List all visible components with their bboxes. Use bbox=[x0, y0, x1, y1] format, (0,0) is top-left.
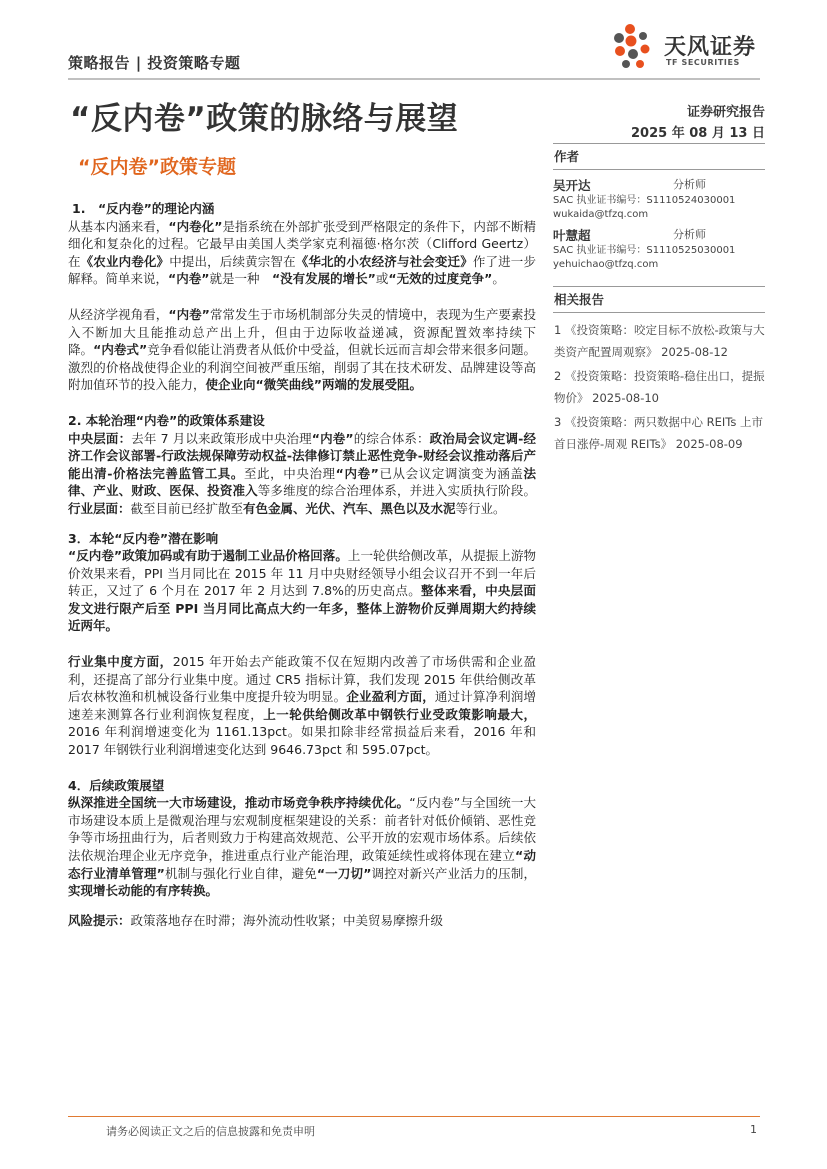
text-run: 截至目前已经扩散至 bbox=[130, 500, 244, 516]
text-run: 2015 年开始去产能政策不仅在短期内改善了市场供需和企业盈利，还提高了部分行业集中度。通过 CR5 指标计算，我们发现 2015 年供给侧改革后农林牧渔和机械设备行业集中度提升较为明显。 bbox=[68, 654, 536, 705]
bold-text-run: “内卷式” bbox=[93, 342, 148, 358]
bold-text-run: 行业集中度方面， bbox=[68, 654, 173, 670]
author-block bbox=[553, 176, 765, 222]
bold-text-run: 上一轮供给侧改革中钢铁行业受政策影响最大， bbox=[263, 706, 536, 722]
bold-text-run: “一刀切” bbox=[316, 865, 372, 881]
text-run: 常常发生于市场机制部分失灵的情境中，表现为生产要素投入不断加大且能推动总产出上升，但由于边际收益递减，资源配置效率持续下降。 bbox=[68, 306, 536, 358]
bold-text-run: “内卷” bbox=[168, 306, 210, 322]
text-run: 作了进一步解释。简单来说， bbox=[68, 253, 536, 287]
bold-text-run: 风险提示： bbox=[68, 912, 131, 928]
paragraph bbox=[68, 306, 536, 394]
bold-text-run: 《华北的小农经济与社会变迁》 bbox=[295, 253, 473, 269]
bold-text-run: “无效的过度竞争” bbox=[388, 271, 493, 287]
author-name: 叶慧超 bbox=[553, 228, 591, 243]
text-run: 去年 7 月以来政策形成中央治理 bbox=[131, 430, 312, 446]
text-run: 至此，中央治理 bbox=[243, 465, 336, 481]
bold-text-run: 实现增长动能的有序转换。 bbox=[68, 883, 219, 899]
text-run: 机制与强化行业自律，避免 bbox=[164, 865, 317, 881]
sidebar bbox=[553, 143, 765, 455]
logo-dots-icon bbox=[610, 22, 658, 70]
author-role: 分析师 bbox=[673, 228, 706, 241]
text-run: 调控对新兴产业活力的压制， bbox=[371, 865, 536, 881]
paragraph bbox=[68, 547, 536, 635]
page-number: 1 bbox=[750, 1123, 757, 1136]
text-run: 2016 年利润增速变化为 1161.13pct。如果扣除非经常损益后来看，2016 年和 2017 年钢铁行业利润增速变化达到 9646.73pct 和 595.07pct。 bbox=[68, 724, 536, 758]
author-email[interactable]: wukaida@tfzq.com bbox=[553, 209, 649, 220]
text-run: 已从会议定调演变为涵盖 bbox=[378, 465, 524, 481]
author-role: 分析师 bbox=[673, 178, 706, 191]
text-run: 等多维度的综合治理体系，并进入实质执行阶段。 bbox=[257, 483, 536, 499]
text-run: 从基本内涵来看， bbox=[68, 218, 169, 234]
bold-text-run: 使企业向“微笑曲线”两端的发展受阻。 bbox=[205, 377, 422, 393]
page-title: “反内卷”政策的脉络与展望 bbox=[70, 101, 459, 137]
bold-text-run: 中央层面： bbox=[68, 430, 132, 446]
bold-text-run: 行业层面： bbox=[68, 500, 131, 516]
report-type: 证券研究报告 bbox=[686, 105, 765, 120]
text-run: 。 bbox=[492, 271, 505, 287]
text-run: “反内卷”与全国统一大市场建设本质上是微观治理与宏观制度框架建设的关系：前者针对低价倾销、恶性竞争等市场扭曲行为，后者则致力于构建高效规范、公平开放的宏观市场体系。后续依法依规治理企业无序竞争，推进重点行业产能治理，政策延续性或将体现在建立 bbox=[68, 795, 536, 863]
text-run: 通过计算净利润增速差来测算各行业利润恢复程度， bbox=[68, 689, 536, 722]
author-sac: SAC 执业证书编号：S1110524030001 bbox=[553, 195, 736, 206]
related-reports-heading: 相关报告 bbox=[554, 292, 605, 307]
footer-divider bbox=[68, 1116, 760, 1117]
bold-text-run: 有色金属、光伏、汽车、黑色以及水泥 bbox=[243, 500, 456, 516]
bold-text-run: “内卷” bbox=[335, 465, 379, 481]
logo-text-cn: 天风证券 bbox=[664, 35, 757, 60]
text-run: 或 bbox=[375, 271, 389, 287]
related-report-item[interactable]: 1 《投资策略：咬定目标不放松-政策与大类资产配置周观察》 2025-08-12 bbox=[554, 323, 765, 359]
text-run: 从经济学视角看， bbox=[68, 306, 169, 322]
paragraph bbox=[68, 794, 536, 900]
author-block bbox=[553, 226, 765, 272]
sidebar-divider bbox=[553, 169, 765, 170]
author-email[interactable]: yehuichao@tfzq.com bbox=[553, 259, 659, 270]
page-subtitle: “反内卷”政策专题 bbox=[78, 156, 236, 178]
footer-disclaimer: 请务必阅读正文之后的信息披露和免责申明 bbox=[106, 1125, 315, 1138]
main-content bbox=[68, 200, 536, 929]
text-run: 中提出，后续黄宗智在 bbox=[169, 253, 296, 269]
bold-text-run: 纵深推进全国统一大市场建设，推动市场竞争秩序持续优化。 bbox=[68, 795, 410, 811]
header-divider bbox=[68, 78, 760, 80]
bold-text-run: “没有发展的增长” bbox=[271, 271, 376, 287]
risk-warning bbox=[68, 912, 536, 930]
bold-text-run: “内卷化” bbox=[168, 218, 223, 234]
bold-text-run: “内卷” bbox=[311, 430, 354, 446]
text-run: 就是一种 bbox=[209, 271, 272, 287]
section-heading: 4．后续政策展望 bbox=[68, 777, 165, 793]
section-heading: 3．本轮“反内卷”潜在影响 bbox=[68, 530, 219, 546]
related-report-item[interactable]: 3 《投资策略：两只数据中心 REITs 上市首日涨停-周观 REITs》 2025-08-09 bbox=[554, 415, 764, 451]
bold-text-run: 企业盈利方面， bbox=[346, 689, 435, 705]
report-date: 2025 年 08 月 13 日 bbox=[631, 126, 765, 141]
bold-text-run: “内卷” bbox=[168, 271, 210, 287]
sidebar-divider bbox=[553, 312, 765, 313]
section-heading: 2. 本轮治理“内卷”的政策体系建设 bbox=[68, 412, 265, 428]
related-report-item[interactable]: 2 《投资策略：投资策略-稳住出口，提振物价》 2025-08-10 bbox=[554, 369, 765, 405]
text-run: 等行业。 bbox=[455, 500, 506, 516]
bold-text-run: 法律、产业、财政、医保、投资准入 bbox=[68, 465, 536, 499]
bold-text-run: “反内卷”政策加码或有助于遏制工业品价格回落。 bbox=[68, 548, 348, 564]
authors-heading: 作者 bbox=[554, 149, 580, 164]
paragraph bbox=[68, 218, 536, 288]
bold-text-run: 政治局会议定调-经济工作会议部署-行政法规保障劳动权益-法律修订禁止恶性竞争-财经会议推动落后产能出清-价格法完善监管工具。 bbox=[68, 430, 536, 481]
text-run: 是指系统在外部扩张受到严格限定的条件下，内部不断精细化和复杂化的过程。它最早由美国人类学家克利福德·格尔茨（Clifford Geertz）在 bbox=[68, 218, 536, 269]
paragraph bbox=[68, 430, 536, 518]
text-run: 上一轮供给侧改革，从提振上游物价效果来看，PPI 当月同比在 2015 年 11 月中央财经领导小组会议召开不到一年后转正，又过了 6 个月在 2017 年 2 月达到 7.8%的历史高点。 bbox=[68, 548, 536, 599]
section-heading: 1. “反内卷”的理论内涵 bbox=[72, 201, 215, 216]
bold-text-run: 《农业内卷化》 bbox=[80, 253, 170, 269]
author-sac: SAC 执业证书编号：S1110525030001 bbox=[553, 245, 736, 256]
paragraph bbox=[68, 653, 536, 759]
text-run: 的综合体系： bbox=[353, 430, 430, 446]
text-run: 政策落地存在时滞；海外流动性收紧；中美贸易摩擦升级 bbox=[130, 912, 444, 928]
author-name: 吴开达 bbox=[553, 178, 591, 193]
logo-text-en: TF SECURITIES bbox=[666, 58, 740, 67]
text-run: 竞争看似能让消费者从低价中受益，但就长远而言却会带来很多问题。激烈的价格战使得企业的利润空间被严重压缩，削弱了其在技术研发、品牌建设等高附加值环节的投入能力， bbox=[68, 342, 536, 393]
company-logo bbox=[610, 22, 770, 72]
bold-text-run: “动态行业清单管理” bbox=[68, 848, 536, 881]
report-category: 策略报告 | 投资策略专题 bbox=[68, 54, 241, 72]
bold-text-run: 整体来看，中央层面发文进行限产后至 PPI 当月同比高点大约一年多，整体上游物价反弹周期大约持续近两年。 bbox=[68, 583, 536, 634]
